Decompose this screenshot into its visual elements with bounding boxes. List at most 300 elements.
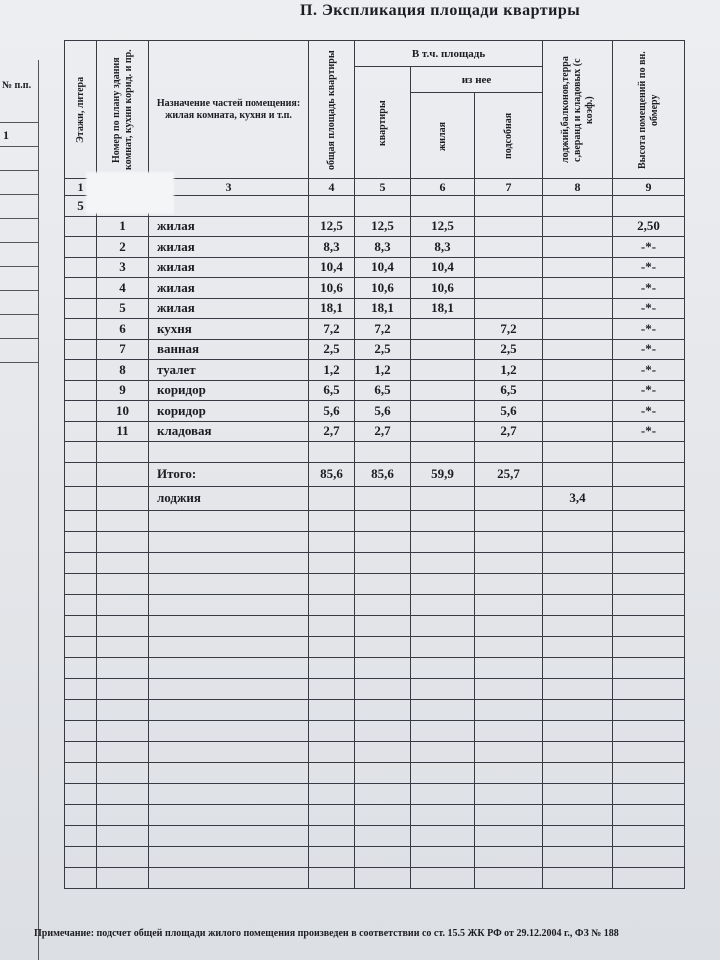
empty-cell (355, 636, 411, 657)
empty-cell (355, 678, 411, 699)
empty-cell (65, 657, 97, 678)
height-cell: -*- (613, 421, 685, 442)
empty-cell (355, 442, 411, 463)
empty-cell (613, 741, 685, 762)
empty-cell (475, 825, 543, 846)
empty-cell (411, 699, 475, 720)
empty-cell (355, 615, 411, 636)
empty-cell (97, 573, 149, 594)
empty-cell (309, 678, 355, 699)
empty-cell (411, 552, 475, 573)
empty-cell (411, 636, 475, 657)
col-number: 8 (543, 179, 613, 196)
height-cell: -*- (613, 278, 685, 299)
empty-cell (475, 615, 543, 636)
apartment-area-cell: 18,1 (355, 298, 411, 319)
empty-cell (65, 804, 97, 825)
header-purpose: Назначение частей помещения: жилая комната, кухня и т.п. (149, 41, 309, 179)
table-row (65, 421, 685, 442)
empty-cell (65, 846, 97, 867)
table-row (65, 360, 685, 381)
total-area-sum: 85,6 (309, 462, 355, 486)
floor-cell (65, 421, 97, 442)
row-number-header: № п.п. (2, 80, 32, 91)
loggia-area-cell (543, 257, 613, 278)
floor-cell (65, 339, 97, 360)
empty-cell (355, 846, 411, 867)
empty-cell (65, 510, 97, 531)
empty-cell (309, 825, 355, 846)
floor-cell (65, 298, 97, 319)
total-area-cell: 1,2 (309, 360, 355, 381)
document-title: П. Экспликация площади квартиры (300, 2, 581, 19)
room-number-cell: 3 (97, 257, 149, 278)
loggia-area-cell (543, 237, 613, 258)
empty-cell (97, 783, 149, 804)
empty-cell (475, 573, 543, 594)
adjacent-page-fragment (0, 60, 39, 960)
empty-cell (97, 657, 149, 678)
floor-cell (65, 360, 97, 381)
empty-cell (543, 846, 613, 867)
room-purpose-cell: коридор (149, 380, 309, 401)
empty-cell (543, 825, 613, 846)
room-number-cell: 2 (97, 237, 149, 258)
empty-cell (355, 741, 411, 762)
empty-cell (97, 594, 149, 615)
empty-cell (65, 741, 97, 762)
height-cell: -*- (613, 319, 685, 340)
empty-cell (355, 720, 411, 741)
empty-cell (543, 510, 613, 531)
apartment-area-cell: 2,7 (355, 421, 411, 442)
empty-cell (355, 762, 411, 783)
total-area-cell: 10,4 (309, 257, 355, 278)
empty-cell (97, 442, 149, 463)
empty-cell (355, 699, 411, 720)
room-purpose-cell: ванная (149, 339, 309, 360)
empty-cell (411, 804, 475, 825)
room-number-cell: 10 (97, 401, 149, 422)
table-row (65, 339, 685, 360)
empty-cell (613, 573, 685, 594)
empty-cell (309, 657, 355, 678)
loggia-area-cell (543, 339, 613, 360)
header-height: Высота помещений по вн. обмеру (613, 41, 685, 179)
height-cell: -*- (613, 298, 685, 319)
floor-cell (65, 486, 97, 510)
room-purpose-cell: жилая (149, 257, 309, 278)
apartment-area-cell: 5,6 (355, 401, 411, 422)
empty-cell (65, 678, 97, 699)
living-area-cell: 10,6 (411, 278, 475, 299)
empty-cell (613, 783, 685, 804)
empty-cell (309, 720, 355, 741)
floor-cell (65, 462, 97, 486)
row-number-first: 1 (3, 128, 9, 142)
auxiliary-area-cell: 5,6 (475, 401, 543, 422)
loggia-area-cell (543, 216, 613, 237)
empty-cell (97, 552, 149, 573)
apartment-area-cell: 10,6 (355, 278, 411, 299)
room-number-cell: 9 (97, 380, 149, 401)
empty-cell (97, 846, 149, 867)
auxiliary-area-cell: 1,2 (475, 360, 543, 381)
empty-cell (411, 783, 475, 804)
table-body (65, 196, 685, 889)
blank-row (65, 762, 685, 783)
blank-row (65, 804, 685, 825)
empty-cell (613, 531, 685, 552)
living-area-cell: 12,5 (411, 216, 475, 237)
empty-cell (97, 636, 149, 657)
height-cell (613, 462, 685, 486)
empty-cell (149, 699, 309, 720)
empty-cell (65, 867, 97, 888)
empty-cell (149, 510, 309, 531)
col-number: 3 (149, 179, 309, 196)
header-total-area: общая площадь квартиры (309, 41, 355, 179)
room-number-cell: 11 (97, 421, 149, 442)
apartment-area-cell: 2,5 (355, 339, 411, 360)
col-number: 6 (411, 179, 475, 196)
apartment-area-cell: 1,2 (355, 360, 411, 381)
empty-cell (411, 442, 475, 463)
col-number: 5 (355, 179, 411, 196)
empty-cell (613, 442, 685, 463)
room-number-cell (97, 486, 149, 510)
header-floor: Этажи, литера (65, 41, 97, 179)
empty-cell (97, 867, 149, 888)
empty-cell (65, 783, 97, 804)
empty-cell (149, 442, 309, 463)
empty-cell (65, 699, 97, 720)
apartment-area-sum: 85,6 (355, 462, 411, 486)
empty-cell (543, 636, 613, 657)
empty-cell (613, 636, 685, 657)
empty-cell (613, 699, 685, 720)
empty-cell (543, 699, 613, 720)
empty-cell (543, 552, 613, 573)
blank-row (65, 846, 685, 867)
empty-cell (475, 636, 543, 657)
empty-cell (309, 594, 355, 615)
height-cell: -*- (613, 401, 685, 422)
loggia-area-cell (543, 298, 613, 319)
empty-cell (355, 573, 411, 594)
table-row (65, 216, 685, 237)
blank-row (65, 442, 685, 463)
room-number-cell (97, 462, 149, 486)
blank-row (65, 699, 685, 720)
auxiliary-area-cell (475, 298, 543, 319)
empty-cell (355, 594, 411, 615)
empty-cell (65, 636, 97, 657)
empty-cell (613, 804, 685, 825)
height-cell: -*- (613, 339, 685, 360)
header-room-number: Номер по плану здания комнат, кухни корид. и пр. (97, 41, 149, 179)
empty-cell (411, 846, 475, 867)
empty-cell (355, 804, 411, 825)
room-purpose-cell: жилая (149, 298, 309, 319)
footnote: Примечание: подсчет общей площади жилого помещения произведен в соответствии со ст. 15.5 ЖК РФ от 29.12.2004 г., ФЗ № 188 (34, 928, 619, 939)
empty-cell (475, 552, 543, 573)
empty-cell (65, 573, 97, 594)
floor-cell (65, 401, 97, 422)
room-number-cell: 1 (97, 216, 149, 237)
room-purpose-cell: коридор (149, 401, 309, 422)
empty-cell (475, 804, 543, 825)
col-number: 7 (475, 179, 543, 196)
empty-cell (149, 762, 309, 783)
empty-cell (475, 699, 543, 720)
auxiliary-area-cell: 2,5 (475, 339, 543, 360)
table-row (65, 298, 685, 319)
total-label: Итого: (149, 462, 309, 486)
room-purpose-cell: жилая (149, 216, 309, 237)
height-cell (613, 486, 685, 510)
empty-cell (475, 657, 543, 678)
empty-cell (65, 720, 97, 741)
auxiliary-area-cell (475, 257, 543, 278)
height-cell: -*- (613, 380, 685, 401)
empty-cell (309, 531, 355, 552)
empty-cell (65, 442, 97, 463)
floor-cell: 5 (65, 196, 97, 217)
empty-cell (613, 720, 685, 741)
empty-cell (543, 594, 613, 615)
blank-row (65, 636, 685, 657)
empty-cell (97, 741, 149, 762)
total-row (65, 462, 685, 486)
empty-cell (613, 615, 685, 636)
auxiliary-area-cell (475, 486, 543, 510)
empty-cell (309, 636, 355, 657)
loggia-area-cell (543, 462, 613, 486)
total-area-cell: 2,7 (309, 421, 355, 442)
empty-cell (411, 573, 475, 594)
living-area-cell (411, 401, 475, 422)
loggia-area-cell (543, 360, 613, 381)
height-cell: -*- (613, 257, 685, 278)
empty-cell (411, 615, 475, 636)
empty-cell (475, 741, 543, 762)
blank-row (65, 531, 685, 552)
loggia-label: лоджия (149, 486, 309, 510)
living-area-cell: 10,4 (411, 257, 475, 278)
room-number-cell: 7 (97, 339, 149, 360)
empty-cell (543, 762, 613, 783)
living-area-sum: 59,9 (411, 462, 475, 486)
total-area-cell: 12,5 (309, 216, 355, 237)
col-number: 1 (65, 179, 97, 196)
empty-cell (355, 657, 411, 678)
apartment-area-cell: 7,2 (355, 319, 411, 340)
empty-cell (309, 615, 355, 636)
empty-cell (149, 636, 309, 657)
empty-cell (543, 573, 613, 594)
apartment-area-cell: 10,4 (355, 257, 411, 278)
empty-cell (355, 552, 411, 573)
header-apartment: квартиры (355, 67, 411, 179)
empty-cell (543, 804, 613, 825)
empty-cell (149, 615, 309, 636)
empty-cell (65, 762, 97, 783)
header-auxiliary: подсобная (475, 93, 543, 179)
loggia-area-cell (543, 380, 613, 401)
empty-cell (149, 531, 309, 552)
height-cell: -*- (613, 360, 685, 381)
empty-cell (149, 846, 309, 867)
blank-row (65, 594, 685, 615)
height-cell: 2,50 (613, 216, 685, 237)
loggia-area-cell (543, 401, 613, 422)
empty-cell (65, 594, 97, 615)
room-purpose-cell: туалет (149, 360, 309, 381)
blank-row (65, 867, 685, 888)
empty-cell (613, 825, 685, 846)
total-area-cell: 6,5 (309, 380, 355, 401)
empty-cell (613, 762, 685, 783)
empty-cell (543, 531, 613, 552)
empty-cell (613, 678, 685, 699)
apartment-area-cell: 12,5 (355, 216, 411, 237)
empty-cell (65, 531, 97, 552)
total-area-cell: 7,2 (309, 319, 355, 340)
empty-cell (149, 552, 309, 573)
empty-cell (543, 783, 613, 804)
blank-row (65, 825, 685, 846)
empty-cell (149, 594, 309, 615)
empty-cell (65, 552, 97, 573)
room-purpose-cell: жилая (149, 237, 309, 258)
loggia-area-cell (543, 421, 613, 442)
total-area-cell: 10,6 (309, 278, 355, 299)
floor-cell (65, 278, 97, 299)
table-row (65, 319, 685, 340)
blank-row (65, 573, 685, 594)
empty-cell (543, 657, 613, 678)
floor-cell (65, 257, 97, 278)
empty-cell (97, 804, 149, 825)
header-of-which: из нее (411, 67, 543, 93)
floor-cell (65, 237, 97, 258)
blank-row (65, 741, 685, 762)
empty-cell (613, 510, 685, 531)
empty-cell (475, 867, 543, 888)
height-cell: -*- (613, 237, 685, 258)
room-purpose-cell: кухня (149, 319, 309, 340)
blank-row (65, 510, 685, 531)
empty-cell (309, 573, 355, 594)
empty-cell (475, 783, 543, 804)
living-area-cell (411, 380, 475, 401)
room-purpose-cell: кладовая (149, 421, 309, 442)
total-area-cell: 8,3 (309, 237, 355, 258)
loggia-row (65, 486, 685, 510)
empty-cell (149, 825, 309, 846)
blank-row (65, 657, 685, 678)
empty-cell (475, 846, 543, 867)
empty-cell (475, 720, 543, 741)
empty-cell (411, 720, 475, 741)
col-number: 9 (613, 179, 685, 196)
apartment-area-cell: 6,5 (355, 380, 411, 401)
auxiliary-area-cell: 2,7 (475, 421, 543, 442)
auxiliary-area-cell (475, 237, 543, 258)
empty-cell (149, 720, 309, 741)
table-row (65, 401, 685, 422)
empty-cell (355, 783, 411, 804)
blank-row (65, 783, 685, 804)
floor-cell (65, 319, 97, 340)
empty-cell (97, 615, 149, 636)
living-area-cell (411, 339, 475, 360)
table-row (65, 278, 685, 299)
empty-cell (411, 594, 475, 615)
empty-cell (355, 867, 411, 888)
empty-cell (65, 825, 97, 846)
room-purpose-cell: жилая (149, 278, 309, 299)
empty-cell (613, 846, 685, 867)
living-area-cell: 18,1 (411, 298, 475, 319)
empty-cell (475, 678, 543, 699)
living-area-cell (411, 421, 475, 442)
room-number-cell: 6 (97, 319, 149, 340)
empty-cell (475, 594, 543, 615)
empty-cell (613, 867, 685, 888)
empty-cell (97, 825, 149, 846)
empty-cell (613, 657, 685, 678)
empty-cell (543, 741, 613, 762)
apartment-area-cell (355, 486, 411, 510)
empty-cell (543, 678, 613, 699)
apartment-area-cell: 8,3 (355, 237, 411, 258)
empty-cell (309, 804, 355, 825)
empty-cell (97, 531, 149, 552)
blank-row (65, 678, 685, 699)
floor-cell (65, 216, 97, 237)
empty-cell (411, 762, 475, 783)
table-row (65, 237, 685, 258)
table-row (65, 380, 685, 401)
empty-cell (309, 510, 355, 531)
empty-cell (149, 783, 309, 804)
room-number-cell: 4 (97, 278, 149, 299)
total-area-cell (309, 486, 355, 510)
empty-cell (475, 531, 543, 552)
empty-cell (543, 615, 613, 636)
table-row (65, 257, 685, 278)
empty-cell (355, 531, 411, 552)
total-area-cell: 2,5 (309, 339, 355, 360)
redacted-area (86, 172, 174, 214)
empty-cell (543, 720, 613, 741)
empty-cell (309, 846, 355, 867)
empty-cell (613, 594, 685, 615)
empty-cell (411, 657, 475, 678)
living-area-cell (411, 319, 475, 340)
empty-cell (355, 825, 411, 846)
living-area-cell: 8,3 (411, 237, 475, 258)
empty-cell (309, 699, 355, 720)
empty-cell (97, 762, 149, 783)
auxiliary-area-cell (475, 278, 543, 299)
auxiliary-area-cell: 6,5 (475, 380, 543, 401)
header-living: жилая (411, 93, 475, 179)
header-including-area: В т.ч. площадь (355, 41, 543, 67)
empty-cell (543, 867, 613, 888)
